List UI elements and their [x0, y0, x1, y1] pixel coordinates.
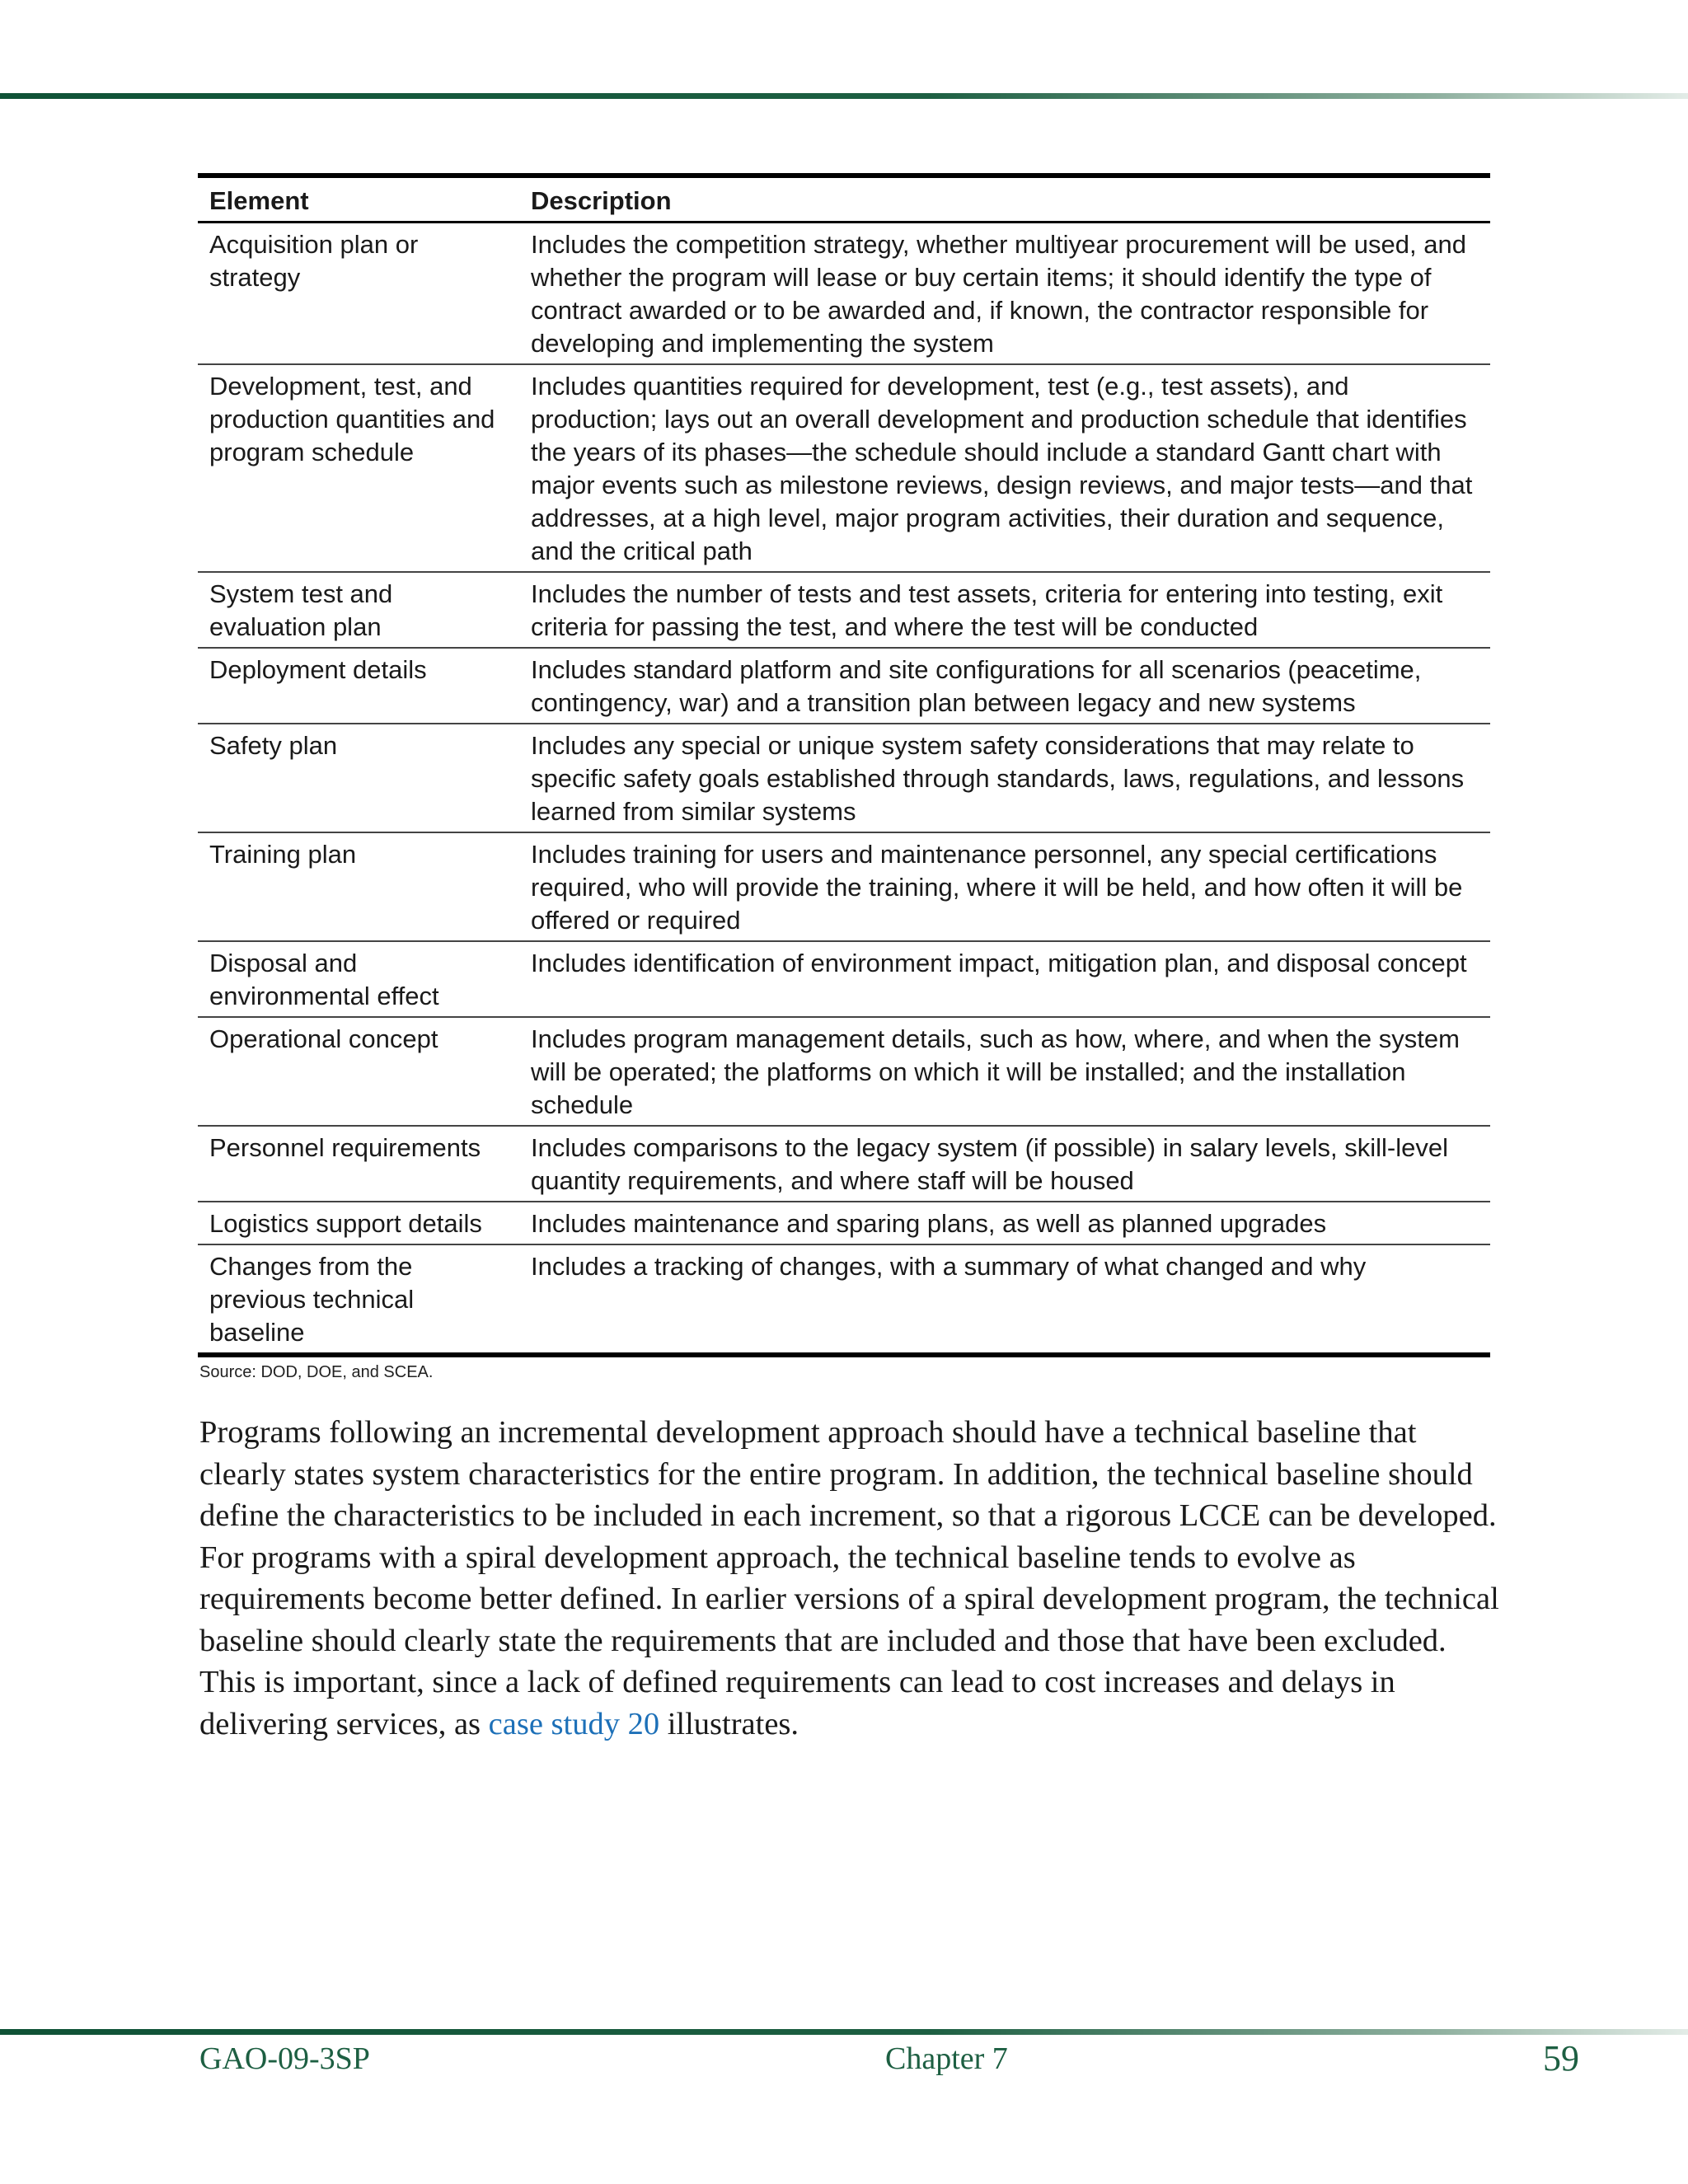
element-cell: Safety plan	[198, 724, 519, 832]
description-cell: Includes program management details, such as how, where, and when the system will be operated; the platforms on which it will be installed; and the installation schedule	[519, 1017, 1490, 1126]
table-header-row	[198, 176, 1490, 223]
element-cell: Acquisition plan or strategy	[198, 223, 519, 365]
table-row	[198, 832, 1490, 941]
table-row	[198, 223, 1490, 365]
table-row	[198, 364, 1490, 572]
elements-table-wrap	[198, 173, 1490, 1357]
footer-chapter: Chapter 7	[885, 2041, 1008, 2076]
description-cell: Includes standard platform and site configurations for all scenarios (peacetime, contingency, war) and a transition plan between legacy and new systems	[519, 648, 1490, 724]
table-source-note: Source: DOD, DOE, and SCEA.	[199, 1363, 434, 1381]
elements-table	[198, 173, 1490, 1357]
element-cell: System test and evaluation plan	[198, 572, 519, 648]
description-cell: Includes training for users and maintenance personnel, any special certifications required, who will provide the training, where it will be held, and how often it will be offered or required	[519, 832, 1490, 941]
element-cell: Changes from the previous technical baseline	[198, 1244, 519, 1355]
description-cell: Includes maintenance and sparing plans, as well as planned upgrades	[519, 1202, 1490, 1244]
paragraph-text: Programs following an incremental development approach should have a technical baseline that clearly states system characteristics for the entire program. In addition, the technical baseline should define the characteristics to be included in each increment, so that a rigorous LCCE can be developed. For programs with a spiral development approach, the technical baseline tends to evolve as requirements become better defined. In earlier versions of a spiral development program, the technical baseline should clearly state the requirements that are included and those that have been excluded. This is important, since a lack of defined requirements can lead to cost increases and delays in delivering services, as	[199, 1415, 1499, 1741]
element-cell: Disposal and environmental effect	[198, 941, 519, 1017]
table-row	[198, 648, 1490, 724]
table-row	[198, 1202, 1490, 1244]
element-cell: Logistics support details	[198, 1202, 519, 1244]
element-cell: Personnel requirements	[198, 1126, 519, 1202]
page-number: 59	[1543, 2038, 1579, 2079]
description-cell: Includes quantities required for development, test (e.g., test assets), and production; lays out an overall development and production schedule that identifies the years of its phases—the schedule should include a standard Gantt chart with major events such as milestone reviews, design reviews, and major tests—and that addresses, at a high level, major program activities, their duration and sequence, and the critical path	[519, 364, 1490, 572]
bottom-rule	[0, 2029, 1688, 2035]
header-element: Element	[198, 176, 519, 223]
description-cell: Includes identification of environment impact, mitigation plan, and disposal concept	[519, 941, 1490, 1017]
table-row	[198, 1244, 1490, 1355]
top-rule	[0, 93, 1688, 99]
case-study-20-link[interactable]: case study 20	[488, 1706, 660, 1741]
element-cell: Deployment details	[198, 648, 519, 724]
description-cell: Includes the number of tests and test assets, criteria for entering into testing, exit criteria for passing the test, and where the test will be conducted	[519, 572, 1490, 648]
table-row	[198, 1126, 1490, 1202]
description-cell: Includes any special or unique system safety considerations that may relate to specific safety goals established through standards, laws, regulations, and lessons learned from similar systems	[519, 724, 1490, 832]
header-description: Description	[519, 176, 1490, 223]
element-cell: Development, test, and production quantities and program schedule	[198, 364, 519, 572]
body-paragraph	[199, 1412, 1502, 1745]
table-row	[198, 941, 1490, 1017]
table-row	[198, 724, 1490, 832]
element-cell: Training plan	[198, 832, 519, 941]
description-cell: Includes comparisons to the legacy system (if possible) in salary levels, skill-level quantity requirements, and where staff will be housed	[519, 1126, 1490, 1202]
table-row	[198, 1017, 1490, 1126]
description-cell: Includes a tracking of changes, with a summary of what changed and why	[519, 1244, 1490, 1355]
description-cell: Includes the competition strategy, whether multiyear procurement will be used, and whether the program will lease or buy certain items; it should identify the type of contract awarded or to be awarded and, if known, the contractor responsible for developing and implementing the system	[519, 223, 1490, 365]
element-cell: Operational concept	[198, 1017, 519, 1126]
table-row	[198, 572, 1490, 648]
footer-report-id: GAO-09-3SP	[199, 2041, 370, 2076]
paragraph-text-end: illustrates.	[659, 1706, 799, 1741]
